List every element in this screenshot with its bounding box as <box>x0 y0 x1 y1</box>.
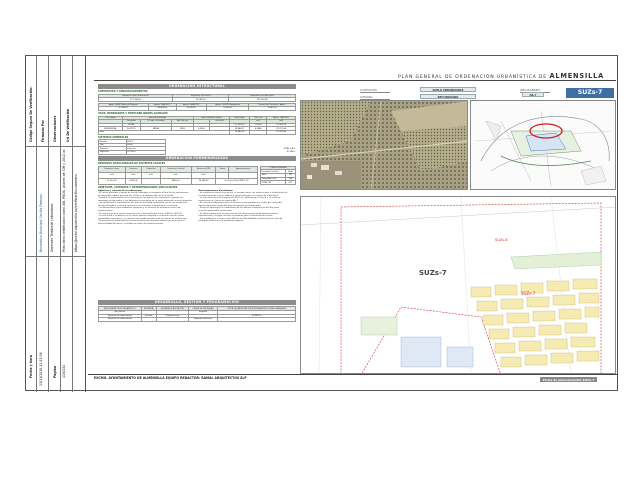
table-cell: Superficie <box>99 151 127 155</box>
plan-town: ALMENSILLA <box>549 72 605 80</box>
table-cell: MEDIA <box>140 127 171 131</box>
table-header: Comercial o Social <box>160 166 191 172</box>
table-header: Aparcamientos <box>229 166 258 172</box>
usos-heading: USOS, DENSIDADES Y EDIFICABILIDADES GLOBALES <box>98 111 168 115</box>
observations-label: Observaciones <box>53 115 57 142</box>
signed-by-value: Gerencia Territorial Urbanismo <box>50 203 54 252</box>
table-cell: Protegidas (viv) <box>261 177 286 181</box>
sistemas-table <box>98 139 296 154</box>
table-cell: 24.944,00 <box>191 178 216 184</box>
date-value: 13/11/2018 12:15:38 <box>39 352 43 386</box>
map-sector-secondary-label: SUZs-8 <box>495 238 508 242</box>
paragraph-line: - La red viaria a establecer en el sector deberá completar la conexión con las zonas <box>98 215 184 218</box>
table-header: Aprov. CESIÓN obligatoria <box>206 103 249 107</box>
table-unit: m2s <box>125 172 142 178</box>
ordenacion-form <box>98 84 296 225</box>
table-cell: RESIDENCIAL <box>99 127 123 131</box>
total-sgel-value: 10.185,0 <box>286 151 295 154</box>
table-cell: Pl-VBT.99 <box>122 127 140 131</box>
paragraph-line: funcionalidad del sector, incluidas las redes de infraestructuras. <box>98 222 164 225</box>
table-cell: Ver Plano SUs-OVBT-5 (V) <box>216 178 258 184</box>
table-cell: SGV-3 <box>126 140 165 144</box>
table-cell: 4.940,00 <box>125 178 142 184</box>
clasificacion-value: SUELO URBANIZABLE <box>420 87 476 92</box>
superficies-table <box>98 94 296 102</box>
table-cell: adscritos <box>126 147 165 151</box>
table-cell <box>142 178 160 184</box>
table-subheader: Edif. Min Vp <box>172 120 193 124</box>
objetivos-right <box>199 190 297 226</box>
paragraph-line: - Será obligatoria la reserva del 30% de la edificabilidad residencial para vivienda <box>198 217 283 220</box>
table-header: INICIATIVA <box>141 307 156 311</box>
table-row-total <box>99 130 296 134</box>
table-cell <box>218 318 296 322</box>
paragraph-line: protegida conforme a la legislación vigente. <box>198 220 244 223</box>
csv-label: Código Seguro De Verificación: <box>29 86 33 142</box>
table-unit: m2s <box>191 172 216 178</box>
area-reparto-value: AR-7 <box>522 92 544 97</box>
table-cell <box>156 318 188 322</box>
table-cell: 18.846,27 <box>230 127 250 131</box>
objetivos-left <box>98 190 196 226</box>
clasificacion-label: CLASIFICACIÓN <box>360 89 390 93</box>
table-cell: 3.785,00 <box>206 107 249 111</box>
csv-value: Normativa Municipal Sevilla Firmado <box>39 193 43 252</box>
table-cell: Privada <box>141 314 156 318</box>
table-cell: 30/50 <box>172 127 193 131</box>
table-cell: 0,5000 <box>193 127 210 131</box>
table-cell: 37.260,78 <box>267 123 296 127</box>
reservas-table <box>98 166 258 185</box>
table-row <box>99 318 296 322</box>
table-cell: 10.185,00 <box>172 98 228 102</box>
desarrollo-table <box>98 306 296 321</box>
table-header: Aprov. SUBJETIVO <box>176 103 206 107</box>
map-sector-inner-label: SUZs-7 <box>521 291 536 296</box>
table-cell <box>250 130 267 134</box>
table-cell: 111.765,00 <box>99 98 173 102</box>
reservas-heading: RESERVAS DOTACIONALES DE SISTEMAS LOCALES <box>98 162 166 166</box>
footer-credits: EXCMO. AYUNTAMIENTO DE ALMENSILLA EQUIPO REDACTOR: RAMAL ARQUITECTOS SLP <box>94 376 247 380</box>
table-cell: 3.545,14 <box>249 107 296 111</box>
table-header: Reservas SIPS <box>191 166 216 172</box>
location-map <box>470 100 616 190</box>
paragraph-line: - Se deberá garantizar la ejecución de las infraestructuras de abastecimiento, <box>198 212 279 215</box>
table-cell: Segundo cuatrienio <box>188 318 218 322</box>
signed-by-label: Firmado Por <box>41 120 45 142</box>
table-cell: Plan Parcial <box>99 310 142 314</box>
paragraph-line: aprovechamiento medio del área de reparto, ya urbanizados. <box>198 204 262 207</box>
table-cell: 121.950,00 <box>229 98 296 102</box>
table-header: Edif Global <box>230 116 250 120</box>
table-cell: 59.781,44 <box>267 130 296 134</box>
total-label: Total <box>99 130 230 134</box>
page-value: 110/132 <box>62 364 66 378</box>
table-cell: Nombre <box>99 140 127 144</box>
table-cell: 0,318093 <box>99 107 149 111</box>
table-cell: Tipo <box>99 143 127 147</box>
section-pormenorizada: ORDENACIÓN PORMENORIZADA <box>98 156 296 161</box>
categoria-label: CATEGORÍA <box>360 96 390 100</box>
table-header: ORDEN DE PRIORIDAD <box>188 307 218 311</box>
table-cell: Compensación <box>156 314 188 318</box>
superficies-heading: SUPERFICIES Y APROVECHAMIENTOS <box>98 90 148 94</box>
table-subheader: m2t/m2s <box>210 120 230 124</box>
paragraph-line: - El proyecto de urbanización incluirá las obras de conexión exterior precisas para la <box>98 220 185 223</box>
table-cell: 391 <box>285 181 295 185</box>
table-cell: 35,00 <box>285 170 295 174</box>
area-reparto-label: ÁREA DE REPARTO <box>520 89 550 93</box>
paragraph-line: - La ejecución del sistema general SGV-3 se realizará por el sector y su coste se <box>198 197 281 200</box>
objetivos-heading: OBJETIVOS, CRITERIOS Y DETERMINACIONES VINCULANTES <box>98 185 178 189</box>
table-header: Area de Densidad <box>122 116 193 120</box>
table-cell: Total <box>261 174 286 178</box>
paragraph-line: compensación. <box>98 209 114 212</box>
table-header: Espacios Libres <box>99 166 126 172</box>
table-cell <box>141 318 156 322</box>
table-subheader: m2t <box>250 120 267 124</box>
table-header: OTRAS VIVIENDAS <box>261 166 296 170</box>
table-cell: 22.237,64 <box>267 127 296 131</box>
table-cell: 4862,00 <box>160 178 191 184</box>
table-header: INSTRUMENTOS DE DESARROLLO <box>99 307 142 311</box>
paragraph-line: de desarrollo urbano previsto por el Plan a la implantación de la vivienda. <box>98 194 174 197</box>
plan-header <box>398 72 604 80</box>
table-cell: 37.500,50 <box>230 123 250 127</box>
table-cell: B-UAS <box>122 123 140 127</box>
desarrollo-section <box>98 300 296 322</box>
paragraph-line: repercutirá en el área de reparto AR-7. <box>198 199 239 202</box>
table-header: Superficie SGs (m2s) <box>172 94 228 98</box>
aerial-photo <box>300 100 468 190</box>
paragraph-line: - Serán de aplicación las condiciones de las Normas Urbanísticas del Plan para <box>198 207 279 210</box>
paragraph-line: manzanas residenciales y las dotaciones necesarias de la zona urbana de nueva formación. <box>98 199 193 202</box>
table-cell: 10.185,0 <box>126 151 165 155</box>
paragraph-line: urbanizadas existentes y se ajustará al trazado indicativo de los planos de ordenación. <box>98 217 188 220</box>
table-cell: TOTAL VIV <box>261 181 286 185</box>
table-row <box>99 151 296 155</box>
table-cell: Situación <box>99 147 127 151</box>
categoria-value: SECTORIZADO <box>420 94 476 99</box>
location-map-graphic <box>471 101 616 190</box>
table-cell: Proyecto de Urbanización <box>99 318 142 322</box>
table-cell: 0,9886 <box>250 127 267 131</box>
table-unit: m2s <box>160 172 191 178</box>
map-sector-label: SUZs-7 <box>419 269 447 277</box>
viviendas-table <box>260 166 296 185</box>
table-cell: 1,0000 <box>250 123 267 127</box>
table-header: Docente <box>125 166 142 172</box>
sector-code-badge: SUZs-7 <box>566 88 614 98</box>
objetivos-right-title: Determinaciones Vinculantes: <box>198 189 234 192</box>
table-cell: Proyecto de Urbanización <box>99 314 142 318</box>
table-subheader: (uh) <box>267 120 296 124</box>
paragraph-line: las dotaciones de interés público y social indicadas en el plano de ordenación. <box>198 194 279 197</box>
table-cell: 391 <box>285 174 295 178</box>
table-unit: m2s <box>142 172 160 178</box>
paragraph-line: - El sector pretende el grado de sucitas ubicadas a integrarse al final de las operaciones <box>98 192 189 195</box>
observations-value: Para otros certificados como AN. PGOU, planes de SIH y 2012 ac <box>62 149 66 252</box>
table-header: CUOTA DE PARTICIPACIÓN EN INFRAESTRUCTURAS GENERALES <box>218 307 296 311</box>
table-header: Viario <box>216 166 229 172</box>
table-unit: m2s <box>99 172 126 178</box>
paragraph-line: - Se posibilitará la implantación de usos de actividad compatible con el uso residencial <box>98 202 187 205</box>
paragraph-line: - Se desarrollará como unidad de ejecución y su sistema de actuación será el de <box>98 207 181 210</box>
total-sgel-label: TOTAL SGEL <box>283 147 295 150</box>
footer-sheet-label: Ficha de planeamiento SUZs-7 <box>540 377 597 382</box>
table-header: Aprov. OBJETIVO <box>148 103 176 107</box>
verification-url-label: Url De Verificación <box>66 108 70 142</box>
table-cell: Segundo <box>188 310 218 314</box>
date-label: Fecha y hora <box>29 355 33 378</box>
paragraph-line: de baja densidad, en forma continua y en viviendas unifamiliares y colectivas. <box>98 204 179 207</box>
paragraph-line: saneamiento y energía eléctrica necesarias para el desarrollo del sector. <box>198 215 273 218</box>
table-header: Aprov. MEDIO Área de Reparto <box>99 103 149 107</box>
usos-table <box>98 116 296 135</box>
table-header: Deportivo <box>142 166 160 172</box>
paragraph-line: - Facilitar la implantación de la vivienda de una opción de crecimiento, ordenar las <box>98 197 183 200</box>
table-header: Índice Edificab Global <box>193 116 230 120</box>
aerial-photo-graphic <box>301 101 468 190</box>
table-subheader: Nº máx. viviendas <box>140 120 171 124</box>
plan-title: PLAN GENERAL DE ORDENACIÓN URBANÍSTICA DE <box>398 75 547 80</box>
table-row <box>99 178 258 184</box>
paragraph-line: - Se establecen como vinculantes: el trazado viario, las zonas verdes y la ubicación de <box>198 192 288 195</box>
footer-rule <box>88 374 618 375</box>
table-header: Superficie con SGs (m2s) <box>229 94 296 98</box>
sistemas-heading: SISTEMAS GENERALES <box>98 135 129 139</box>
table-header: Coef Uso <box>250 116 267 120</box>
objetivos-columns <box>98 190 296 226</box>
table-cell: 33.853,07 <box>176 107 206 111</box>
table-cell: 55.889,09 <box>230 130 250 134</box>
table-cell: 165 <box>285 177 295 181</box>
section-desarrollo: DESARROLLO, GESTIÓN Y PROGRAMACIÓN <box>98 300 296 305</box>
sector-plan-map <box>300 196 616 374</box>
table-subheader: Densidad <box>122 120 140 124</box>
table-header: Exceso de/ Defectos / Aprov. <box>249 103 296 107</box>
table-cell: Viario <box>126 143 165 147</box>
table-cell: 11.352,00 <box>99 178 126 184</box>
table-header: Superficie Total Sector(m2s) <box>99 94 173 98</box>
table-cell: 0,03820% <box>218 314 296 318</box>
sector-plan-graphic <box>301 197 616 374</box>
objetivos-left-title: Objetivos y criterios de la ordenación: <box>98 189 143 192</box>
paragraph-line: - El sistema general viario conectará con el desarrollo del sector SUZs-6 y SUZs-8. <box>98 212 183 215</box>
header-rule <box>94 80 616 81</box>
section-estructural: ORDENACIÓN ESTRUCTURAL <box>98 84 296 89</box>
table-header: Aprov. OBJETIVO <box>267 116 296 120</box>
table-header: Uso Global <box>99 116 123 120</box>
paragraph-line: - Se cederán al Ayuntamiento los terrenos correspondientes al diez por ciento del <box>198 202 283 205</box>
table-cell: 38.406,00 <box>148 107 176 111</box>
verification-url-value[interactable]: https://portal.dipusevilla.es/verificarDocumentos <box>74 174 78 252</box>
paragraph-line: el suelo urbanizable sectorizado. <box>198 209 233 212</box>
aprovechamientos-table <box>98 103 296 111</box>
table-cell: Densidad (viv/ha) <box>261 170 286 174</box>
signature-strip <box>26 56 86 392</box>
table-header: SISTEMA DE ACTUACIÓN <box>156 307 188 311</box>
page-label: Página <box>53 365 57 378</box>
